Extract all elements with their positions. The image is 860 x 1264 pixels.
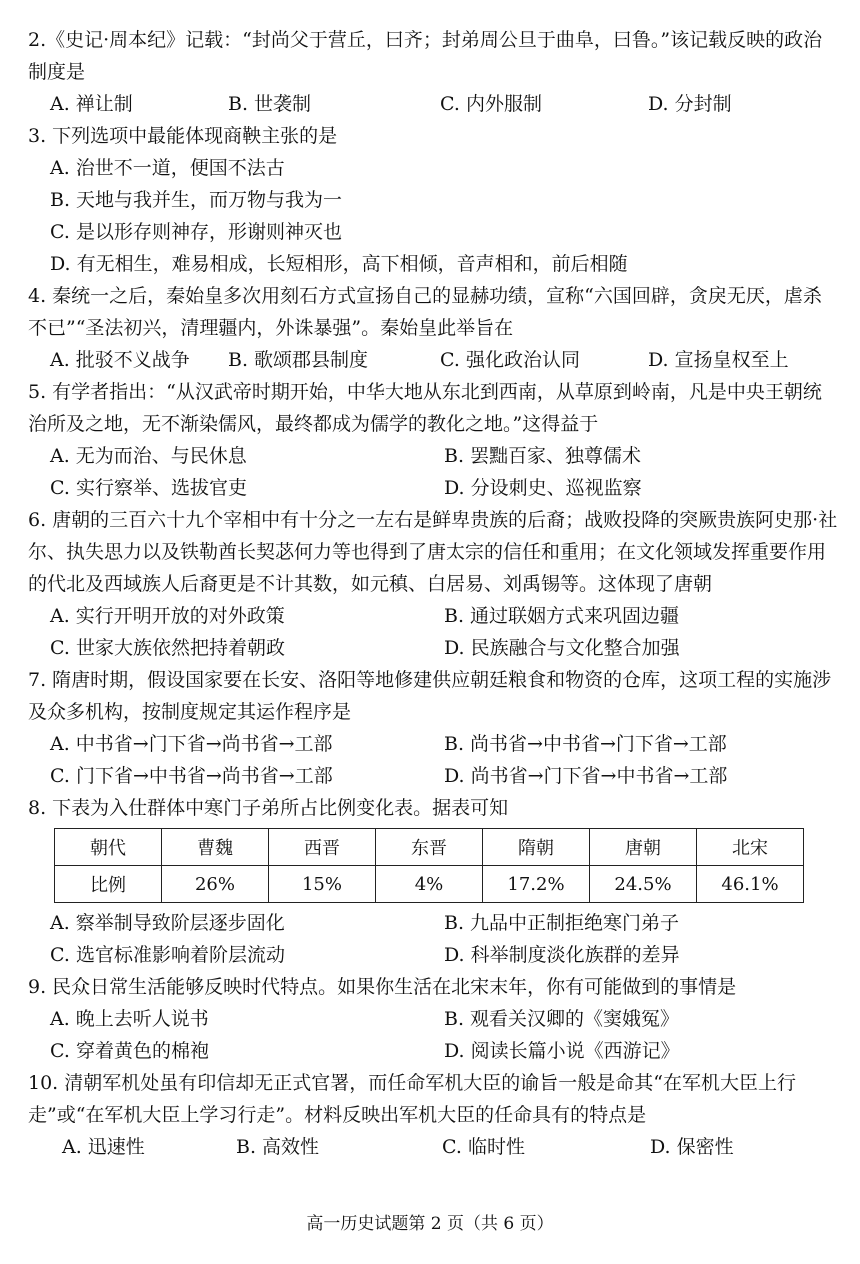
question-stem: 5. 有学者指出：“从汉武帝时期开始，中华大地从东北到西南，从草原到岭南，凡是中央王朝统治所及之地，无不渐染儒风，最终都成为儒学的教化之地。”这得益于: [28, 381, 822, 435]
option-b: B. 尚书省→中书省→门下省→工部: [444, 733, 727, 755]
option-d: D. 科举制度淡化族群的差异: [444, 944, 680, 966]
question-6: [28, 504, 840, 664]
options: [28, 344, 840, 376]
question-3: [28, 120, 840, 280]
option-c: C. 临时性: [442, 1136, 525, 1158]
option-a: A. 迅速性: [62, 1136, 145, 1158]
ratio-table: [54, 828, 804, 903]
question-stem: 3. 下列选项中最能体现商鞅主张的是: [28, 125, 338, 147]
option-c: C. 内外服制: [440, 93, 542, 115]
option-c: C. 门下省→中书省→尚书省→工部: [50, 765, 333, 787]
options: [28, 907, 840, 971]
question-7: [28, 664, 840, 792]
table-cell: 24.5%: [590, 866, 697, 903]
table-cell: 26%: [162, 866, 269, 903]
option-a: A. 察举制导致阶层逐步固化: [50, 912, 285, 934]
option-c: C. 实行察举、选拔官吏: [50, 477, 247, 499]
option-a: A. 无为而治、与民休息: [50, 445, 247, 467]
option-d: D. 分设刺史、巡视监察: [444, 477, 642, 499]
options: [28, 88, 840, 120]
table-cell: 46.1%: [697, 866, 804, 903]
option-b: B. 通过联姻方式来巩固边疆: [444, 605, 680, 627]
option-d: D. 阅读长篇小说《西游记》: [444, 1040, 680, 1062]
option-b: B. 天地与我并生，而万物与我为一: [50, 189, 343, 211]
table-cell: 隋朝: [483, 829, 590, 866]
option-c: C. 是以形存则神存，形谢则神灭也: [50, 221, 342, 243]
table-cell: 4%: [376, 866, 483, 903]
option-b: B. 世袭制: [228, 93, 312, 115]
question-stem: 9. 民众日常生活能够反映时代特点。如果你生活在北宋末年，你有可能做到的事情是: [28, 976, 737, 998]
question-10: [28, 1067, 840, 1163]
option-b: B. 高效性: [236, 1136, 320, 1158]
option-a: A. 治世不一道，便国不法古: [50, 157, 285, 179]
question-stem: 10. 清朝军机处虽有印信却无正式官署，而任命军机大臣的谕旨一般是命其“在军机大臣上行走”或“在军机大臣上学习行走”。材料反映出军机大臣的任命具有的特点是: [28, 1072, 796, 1126]
options: [28, 440, 840, 504]
question-4: [28, 280, 840, 376]
options: [28, 1131, 840, 1163]
option-a: A. 批驳不义战争: [50, 349, 190, 371]
options: [28, 1003, 840, 1067]
option-d: D. 宣扬皇权至上: [648, 349, 789, 371]
page-footer: 高一历史试题第 2 页（共 6 页）: [306, 1214, 554, 1234]
option-b: B. 九品中正制拒绝寒门弟子: [444, 912, 680, 934]
option-d: D. 尚书省→门下省→中书省→工部: [444, 765, 728, 787]
option-d: D. 分封制: [648, 93, 732, 115]
questions-area: [28, 24, 840, 1163]
question-stem: 4. 秦统一之后，秦始皇多次用刻石方式宣扬自己的显赫功绩，宣称“六国回辟，贪戾无厌，虐杀不已”“圣法初兴，清理疆内，外诛暴强”。秦始皇此举旨在: [28, 285, 822, 339]
option-b: B. 罢黜百家、独尊儒术: [444, 445, 642, 467]
table-cell: 东晋: [376, 829, 483, 866]
question-stem: 8. 下表为入仕群体中寒门子弟所占比例变化表。据表可知: [28, 797, 509, 819]
table-row: [55, 866, 804, 903]
question-stem: 7. 隋唐时期，假设国家要在长安、洛阳等地修建供应朝廷粮食和物资的仓库，这项工程的实施涉及众多机构，按制度规定其运作程序是: [28, 669, 832, 723]
table-cell: 比例: [55, 866, 162, 903]
question-stem: 2.《史记·周本纪》记载：“封尚父于营丘，曰齐；封弟周公旦于曲阜，曰鲁。”该记载反映的政治制度是: [28, 29, 823, 83]
option-c: C. 选官标准影响着阶层流动: [50, 944, 285, 966]
question-9: [28, 971, 840, 1067]
options: [28, 152, 840, 280]
question-8: [28, 792, 840, 971]
option-a: A. 中书省→门下省→尚书省→工部: [50, 733, 333, 755]
option-b: B. 歌颂郡县制度: [228, 349, 369, 371]
option-a: A. 实行开明开放的对外政策: [50, 605, 285, 627]
table-cell: 唐朝: [590, 829, 697, 866]
table-cell: 朝代: [55, 829, 162, 866]
option-a: A. 晚上去听人说书: [50, 1008, 209, 1030]
option-b: B. 观看关汉卿的《窦娥冤》: [444, 1008, 680, 1030]
option-d: D. 民族融合与文化整合加强: [444, 637, 680, 659]
option-d: D. 有无相生，难易相成，长短相形，高下相倾，音声相和，前后相随: [50, 253, 628, 275]
table-cell: 曹魏: [162, 829, 269, 866]
table-cell: 15%: [269, 866, 376, 903]
option-d: D. 保密性: [650, 1136, 734, 1158]
table-cell: 西晋: [269, 829, 376, 866]
table-cell: 北宋: [697, 829, 804, 866]
table-cell: 17.2%: [483, 866, 590, 903]
question-stem: 6. 唐朝的三百六十九个宰相中有十分之一左右是鲜卑贵族的后裔；战败投降的突厥贵族阿史那·社尔、执失思力以及铁勒酋长契苾何力等也得到了唐太宗的信任和重用；在文化领域发挥重要作用的代北及西域族人后裔更是不计其数，如元稹、白居易、刘禹锡等。这体现了唐朝: [28, 509, 838, 595]
option-c: C. 强化政治认同: [440, 349, 580, 371]
table-header-row: [55, 829, 804, 866]
option-a: A. 禅让制: [50, 93, 133, 115]
question-2: [28, 24, 840, 120]
option-c: C. 世家大族依然把持着朝政: [50, 637, 285, 659]
options: [28, 600, 840, 664]
question-5: [28, 376, 840, 504]
option-c: C. 穿着黄色的棉袍: [50, 1040, 209, 1062]
options: [28, 728, 840, 792]
